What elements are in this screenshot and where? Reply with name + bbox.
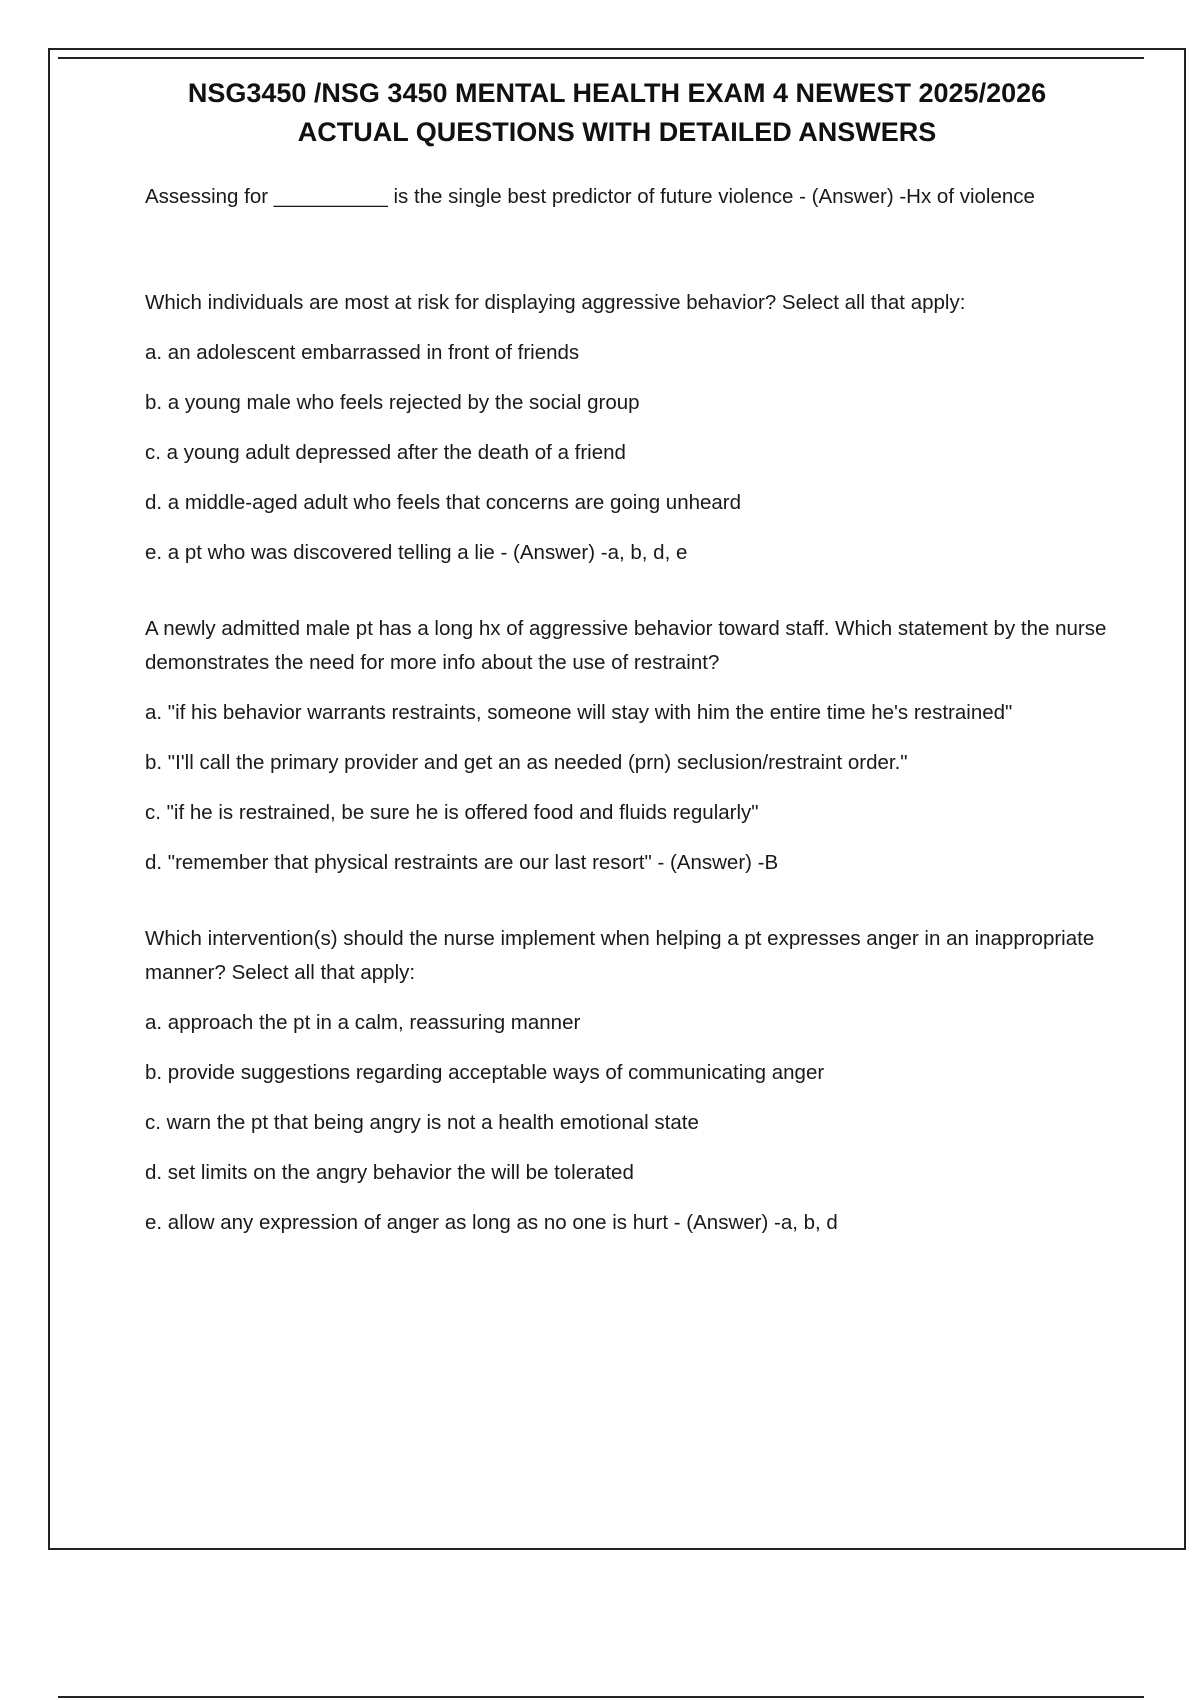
answer-option: d. a middle-aged adult who feels that concerns are going unheard — [145, 491, 742, 514]
answer-option: d. set limits on the angry behavior the will be tolerated — [145, 1161, 634, 1184]
answer-option: d. "remember that physical restraints are our last resort" - (Answer) -B — [145, 851, 779, 874]
title-line-2: ACTUAL QUESTIONS WITH DETAILED ANSWERS — [297, 117, 937, 147]
question-stem: A newly admitted male pt has a long hx of aggressive behavior toward staff. Which statement by the nurse demonstrates the need for more info about the use of restraint? — [145, 617, 1107, 674]
answer-option: e. a pt who was discovered telling a lie - (Answer) -a, b, d, e — [145, 541, 688, 564]
answer-option: b. a young male who feels rejected by the social group — [145, 391, 640, 414]
answer-option: b. provide suggestions regarding acceptable ways of communicating anger — [145, 1061, 825, 1084]
bottom-rule — [58, 1696, 1144, 1698]
question-2 — [145, 286, 1145, 570]
question-1 — [145, 180, 1145, 214]
question-stem: Assessing for __________ is the single best predictor of future violence - (Answer) -Hx of violence — [145, 185, 1035, 208]
answer-option: b. "I'll call the primary provider and get an as needed (prn) seclusion/restraint order." — [145, 751, 908, 774]
question-3 — [145, 612, 1145, 880]
answer-option: c. "if he is restrained, be sure he is offered food and fluids regularly" — [145, 801, 759, 824]
answer-option: a. "if his behavior warrants restraints, someone will stay with him the entire time he's restrained" — [145, 701, 1013, 724]
question-4 — [145, 922, 1145, 1240]
answer-option: c. a young adult depressed after the death of a friend — [145, 441, 626, 464]
question-stem: Which intervention(s) should the nurse implement when helping a pt expresses anger in an inappropriate manner? Select all that apply: — [145, 927, 1095, 984]
title-line-1: NSG3450 /NSG 3450 MENTAL HEALTH EXAM 4 NEWEST 2025/2026 — [187, 78, 1047, 108]
document-title — [60, 74, 1174, 152]
answer-option: c. warn the pt that being angry is not a health emotional state — [145, 1111, 699, 1134]
answer-option: a. approach the pt in a calm, reassuring manner — [145, 1011, 581, 1034]
question-list — [145, 180, 1145, 1282]
question-stem: Which individuals are most at risk for displaying aggressive behavior? Select all that apply: — [145, 291, 966, 314]
answer-option: e. allow any expression of anger as long as no one is hurt - (Answer) -a, b, d — [145, 1211, 838, 1234]
answer-option: a. an adolescent embarrassed in front of friends — [145, 341, 580, 364]
